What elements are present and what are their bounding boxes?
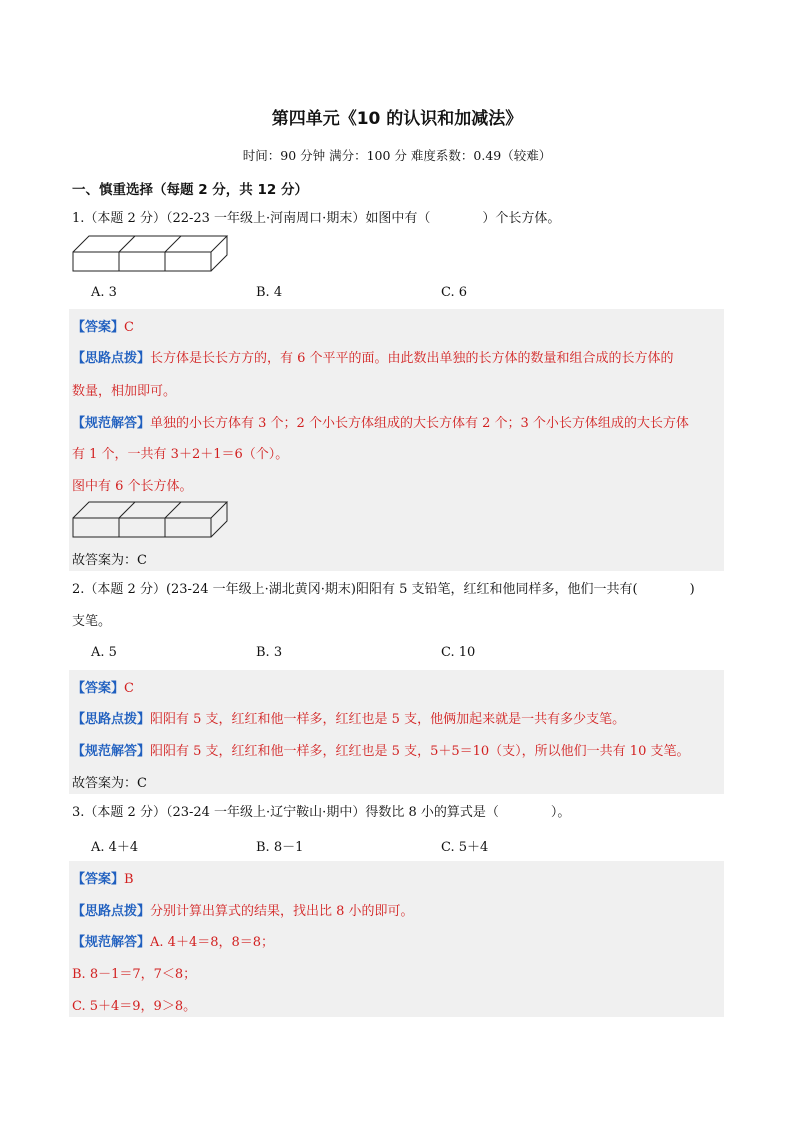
- q1-option-b: B. 4: [256, 285, 283, 300]
- q2-answer-box: [69, 670, 724, 794]
- q1-solution-figure: [70, 500, 230, 540]
- q1-hint-cont: 数量，相加即可。: [72, 384, 177, 399]
- page-title: 第四单元《10 的认识和加减法》: [271, 109, 523, 129]
- q3-solution-c: C. 5＋4＝9，9＞8。: [72, 999, 197, 1014]
- q1-final-answer: 故答案为：C: [72, 553, 147, 568]
- q1-solution-cont: 有 1 个，一共有 3＋2＋1＝6（个）。: [72, 447, 289, 462]
- q1-hint: 【思路点拨】长方体是长长方方的，有 6 个平平的面。由此数出单独的长方体的数量和组合成的长方体的: [72, 351, 674, 366]
- q2-option-c: C. 10: [441, 645, 476, 660]
- q1-cuboid-figure: [70, 234, 230, 274]
- q1-option-a: A. 3: [91, 285, 117, 300]
- q3-option-c: C. 5＋4: [441, 840, 489, 855]
- q2-final-answer: 故答案为：C: [72, 776, 147, 791]
- q2-solution: 【规范解答】阳阳有 5 支，红红和他一样多，红红也是 5 支，5＋5＝10（支），所以他们一共有 10 支笔。: [72, 744, 690, 759]
- q1-option-c: C. 6: [441, 285, 468, 300]
- q3-option-b: B. 8－1: [256, 840, 304, 855]
- q3-hint: 【思路点拨】分别计算出算式的结果，找出比 8 小的即可。: [72, 904, 414, 919]
- q2-answer: 【答案】C: [72, 681, 134, 696]
- q3-solution: 【规范解答】A. 4＋4＝8，8＝8；: [72, 935, 275, 950]
- section-heading: 一、慎重选择（每题 2 分，共 12 分）: [72, 182, 308, 198]
- exam-meta: 时间：90 分钟 满分：100 分 难度系数：0.49（较难）: [242, 148, 552, 163]
- q2-hint: 【思路点拨】阳阳有 5 支，红红和他一样多，红红也是 5 支，他俩加起来就是一共有多少支笔。: [72, 712, 626, 727]
- q1-solution-summary: 图中有 6 个长方体。: [72, 479, 193, 494]
- q2-stem-cont: 支笔。: [72, 614, 112, 629]
- q2-option-b: B. 3: [256, 645, 283, 660]
- q3-option-a: A. 4＋4: [91, 840, 139, 855]
- q3-answer: 【答案】B: [72, 872, 134, 887]
- q1-solution: 【规范解答】单独的小长方体有 3 个；2 个小长方体组成的大长方体有 2 个；3 个小长方体组成的大长方体: [72, 416, 689, 431]
- q3-stem: 3.（本题 2 分）（23-24 一年级上·辽宁鞍山·期中）得数比 8 小的算式是（ ）。: [72, 805, 571, 820]
- q1-stem: 1.（本题 2 分）（22-23 一年级上·河南周口·期末）如图中有（ ）个长方体。: [72, 211, 561, 226]
- q1-answer: 【答案】C: [72, 320, 134, 335]
- q2-stem: 2.（本题 2 分）(23-24 一年级上·湖北黄冈·期末)阳阳有 5 支铅笔，红红和他同样多，他们一共有( ): [72, 582, 695, 597]
- q2-option-a: A. 5: [91, 645, 117, 660]
- q3-solution-b: B. 8－1＝7，7＜8；: [72, 967, 197, 982]
